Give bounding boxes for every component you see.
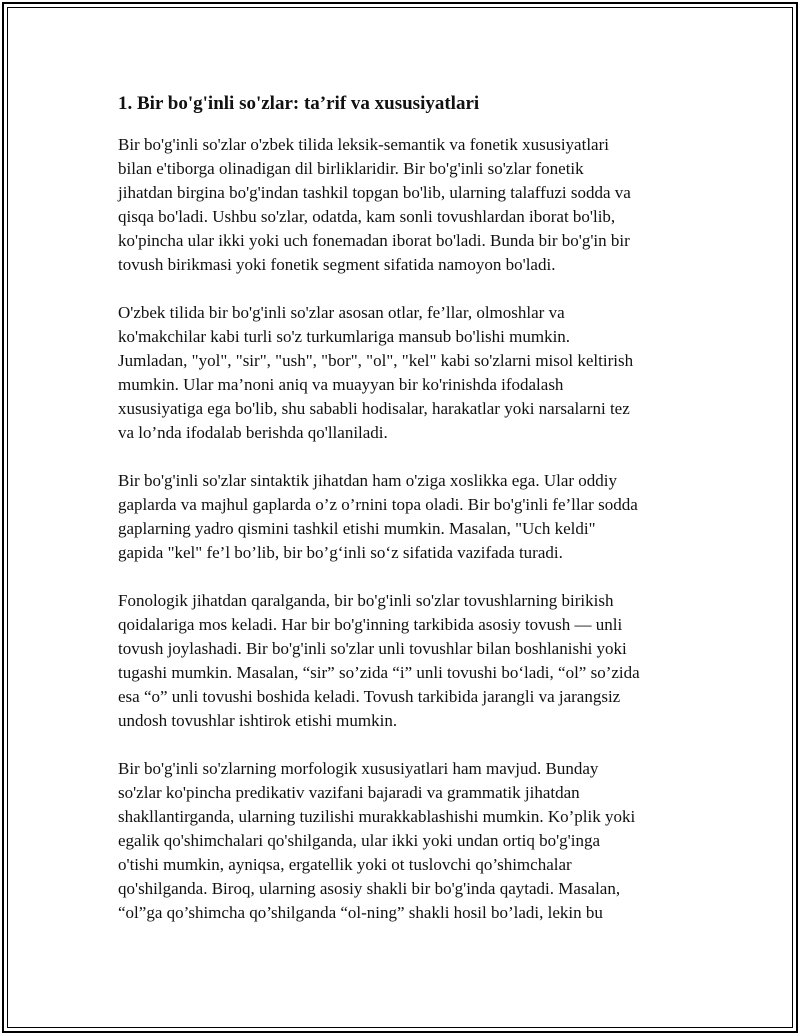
paragraph-line: ko'makchilar kabi turli so'z turkumlariga mansub bo'lishi mumkin.: [118, 327, 571, 346]
paragraph-line: qisqa bo'ladi. Ushbu so'zlar, odatda, kam sonli tovushlardan iborat bo'lib,: [118, 207, 616, 226]
paragraph-1: [118, 133, 688, 277]
paragraph-line: va lo’nda ifodalab berishda qo'llaniladi.: [118, 423, 388, 442]
paragraph-5: [118, 757, 688, 925]
paragraph-line: undosh tovushlar ishtirok etishi mumkin.: [118, 711, 398, 730]
paragraph-line: Bir bo'g'inli so'zlar o'zbek tilida leksik-semantik va fonetik xususiyatlari: [118, 135, 609, 154]
paragraph-line: Bir bo'g'inli so'zlar sintaktik jihatdan ham o'ziga xoslikka ega. Ular oddiy: [118, 471, 618, 490]
paragraph-line: Fonologik jihatdan qaralganda, bir bo'g'inli so'zlar tovushlarning birikish: [118, 591, 614, 610]
paragraph-3: [118, 469, 688, 565]
paragraph-line: jihatdan birgina bo'g'indan tashkil topgan bo'lib, ularning talaffuzi sodda va: [118, 183, 631, 202]
paragraph-line: tovush joylashadi. Bir bo'g'inli so'zlar unli tovushlar bilan boshlanishi yoki: [118, 639, 627, 658]
paragraph-line: ko'pincha ular ikki yoki uch fonemadan iborat bo'ladi. Bunda bir bo'g'in bir: [118, 231, 630, 250]
paragraph-line: tugashi mumkin. Masalan, “sir” so’zida “i” unli tovushi bo‘ladi, “ol” so’zida: [118, 663, 640, 682]
paragraph-line: qo'shilganda. Biroq, ularning asosiy shakli bir bo'g'inda qaytadi. Masalan,: [118, 879, 621, 898]
paragraph-line: esa “o” unli tovushi boshida keladi. Tovush tarkibida jarangli va jarangsiz: [118, 687, 621, 706]
paragraph-line: Bir bo'g'inli so'zlarning morfologik xususiyatlari ham mavjud. Bunday: [118, 759, 599, 778]
paragraph-line: mumkin. Ular ma’noni aniq va muayyan bir ko'rinishda ifodalash: [118, 375, 564, 394]
paragraph-line: o'tishi mumkin, ayniqsa, ergatellik yoki ot tuslovchi qo’shimchalar: [118, 855, 572, 874]
paragraph-4: [118, 589, 688, 733]
paragraph-line: gaplarning yadro qismini tashkil etishi mumkin. Masalan, "Uch keldi": [118, 519, 596, 538]
paragraph-line: egalik qo'shimchalari qo'shilganda, ular ikki yoki undan ortiq bo'g'inga: [118, 831, 601, 850]
paragraph-line: so'zlar ko'pincha predikativ vazifani bajaradi va grammatik jihatdan: [118, 783, 580, 802]
paragraph-line: gaplarda va majhul gaplarda o’z o’rnini topa oladi. Bir bo'g'inli fe’llar sodda: [118, 495, 638, 514]
paragraph-2: [118, 301, 688, 445]
paragraph-line: O'zbek tilida bir bo'g'inli so'zlar asosan otlar, fe’llar, olmoshlar va: [118, 303, 565, 322]
paragraph-line: gapida "kel" fe’l bo’lib, bir bo’g‘inli so‘z sifatida vazifada turadi.: [118, 543, 563, 562]
paragraph-line: bilan e'tiborga olinadigan dil birliklaridir. Bir bo'g'inli so'zlar fonetik: [118, 159, 584, 178]
document-content: [118, 90, 688, 949]
paragraph-line: Jumladan, "yol", "sir", "ush", "bor", "ol", "kel" kabi so'zlarni misol keltirish: [118, 351, 634, 370]
paragraph-line: qoidalariga mos keladi. Har bir bo'g'inning tarkibida asosiy tovush — unli: [118, 615, 623, 634]
paragraph-line: “ol”ga qo’shimcha qo’shilganda “ol-ning” shakli hosil bo’ladi, lekin bu: [118, 903, 603, 922]
paragraph-line: shakllantirganda, ularning tuzilishi murakkablashishi mumkin. Ko’plik yoki: [118, 807, 636, 826]
paragraph-line: xususiyatiga ega bo'lib, shu sababli hodisalar, harakatlar yoki narsalarni tez: [118, 399, 630, 418]
paragraph-line: tovush birikmasi yoki fonetik segment sifatida namoyon bo'ladi.: [118, 255, 556, 274]
section-title: 1. Bir bo'g'inli so'zlar: ta’rif va xususiyatlari: [118, 93, 480, 114]
